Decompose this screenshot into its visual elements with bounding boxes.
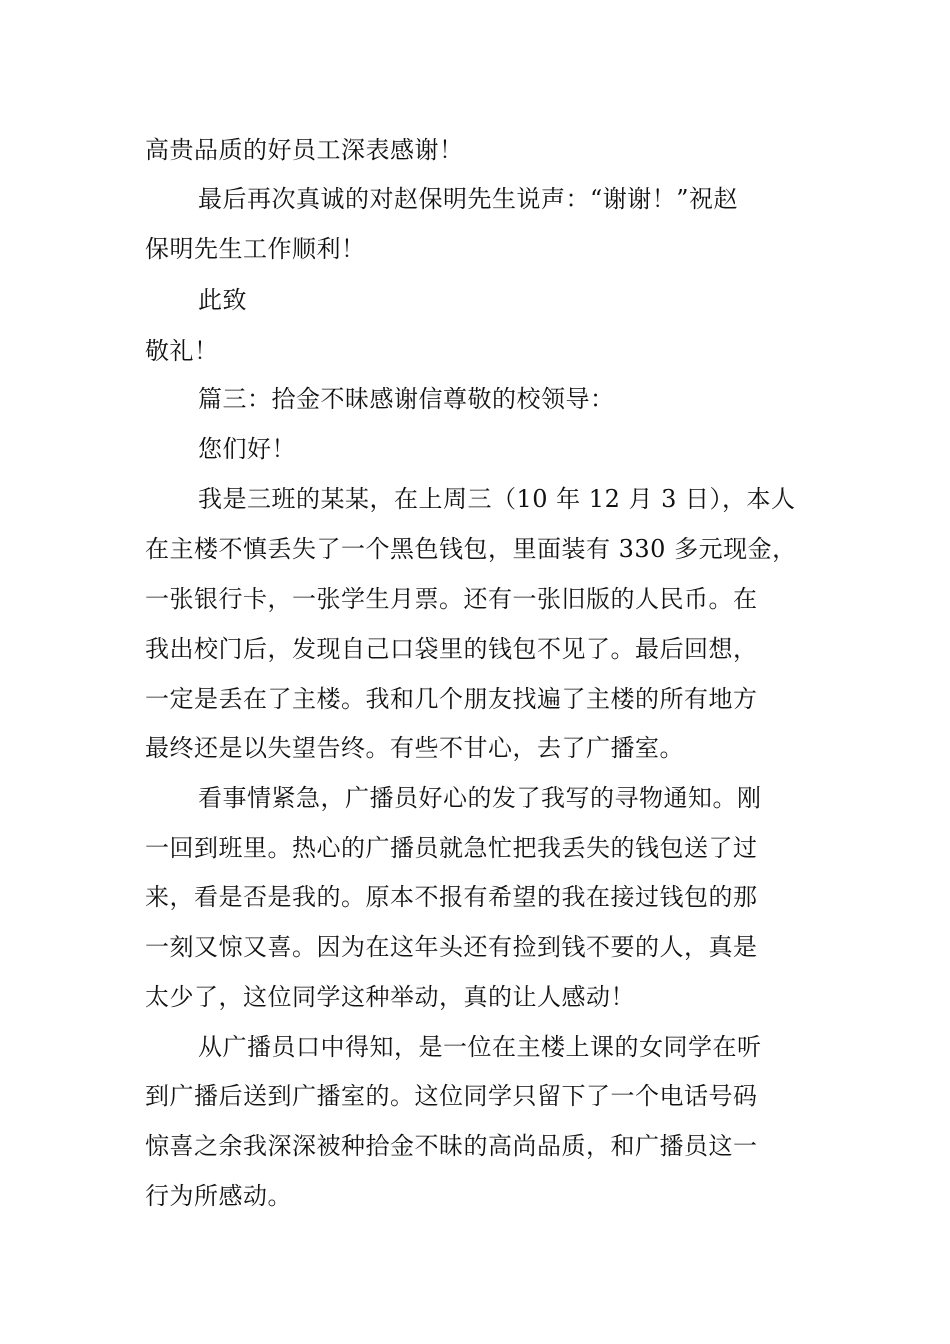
text-line: 从广播员口中得知，是一位在主楼上课的女同学在听 <box>198 1033 762 1061</box>
text-line: 惊喜之余我深深被种拾金不昧的高尚品质，和广播员这一 <box>145 1132 758 1160</box>
text-line: 一回到班里。热心的广播员就急忙把我丢失的钱包送了过 <box>145 834 758 862</box>
section-heading: 篇三：拾金不昧感谢信尊敬的校领导： <box>198 385 615 413</box>
text-line: 最终还是以失望告终。有些不甘心，去了广播室。 <box>145 734 684 762</box>
text-line: 到广播后送到广播室的。这位同学只留下了一个电话号码 <box>145 1082 758 1110</box>
text-line: 最后再次真诚的对赵保明先生说声：“谢谢！”祝赵 <box>198 185 739 213</box>
text-line: 一张银行卡，一张学生月票。还有一张旧版的人民币。在 <box>145 585 758 613</box>
text-line: 太少了，这位同学这种举动，真的让人感动！ <box>145 983 635 1011</box>
closing-salutation: 此致 <box>198 286 247 314</box>
text-line: 高贵品质的好员工深表感谢！ <box>145 136 464 164</box>
text-line: 来，看是否是我的。原本不报有希望的我在接过钱包的那 <box>145 883 758 911</box>
closing-regards: 敬礼！ <box>145 337 219 365</box>
text-line: 在主楼不慎丢失了一个黑色钱包，里面装有 330 多元现金， <box>145 535 797 563</box>
text-line: 一刻又惊又喜。因为在这年头还有捡到钱不要的人，真是 <box>145 933 758 961</box>
text-line: 一定是丢在了主楼。我和几个朋友找遍了主楼的所有地方 <box>145 685 758 713</box>
greeting: 您们好！ <box>198 435 296 463</box>
text-line: 我是三班的某某，在上周三（10 年 12 月 3 日），本人 <box>198 485 796 513</box>
text-line: 看事情紧急，广播员好心的发了我写的寻物通知。刚 <box>198 784 762 812</box>
text-line: 行为所感动。 <box>145 1182 292 1210</box>
text-line: 我出校门后，发现自己口袋里的钱包不见了。最后回想， <box>145 635 758 663</box>
text-line: 保明先生工作顺利！ <box>145 235 366 263</box>
